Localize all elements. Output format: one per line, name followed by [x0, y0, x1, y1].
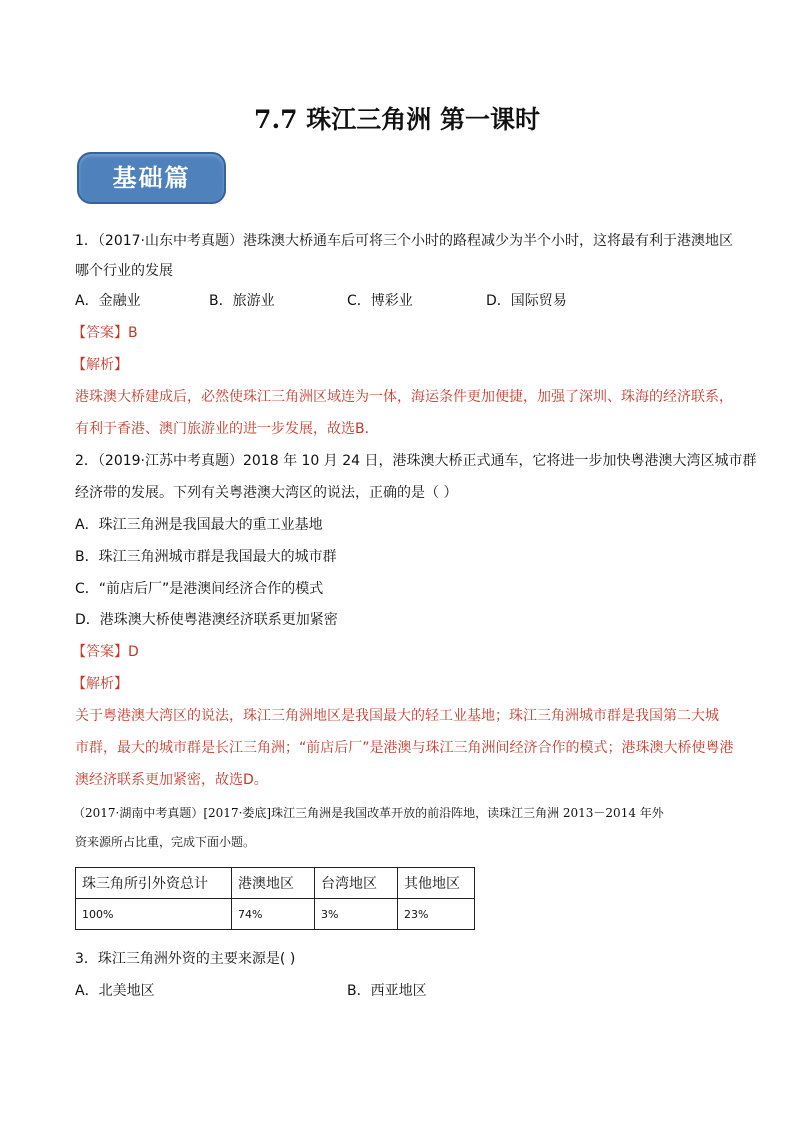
intro-line2: 资来源所占比重，完成下面小题。	[75, 835, 256, 849]
q1-answer-value: B	[128, 325, 138, 341]
table-header-cell: 珠三角所引外资总计	[76, 868, 232, 899]
q2-answer	[72, 643, 139, 661]
q2-analysis-line1: 关于粤港澳大湾区的说法，珠江三角洲地区是我国最大的轻工业基地；珠江三角洲城市群是我国第二大城	[75, 708, 719, 724]
q1-analysis-label-text: 【解析】	[72, 357, 128, 373]
table-cell: 23%	[398, 899, 475, 930]
q2-option-d: D．港珠澳大桥使粤港澳经济联系更加紧密	[75, 612, 338, 628]
q1-option-c: C．博彩业	[347, 293, 413, 309]
q2-answer-label: 【答案】	[72, 644, 128, 660]
foreign-investment-table	[75, 867, 475, 930]
section-badge: 基础篇	[77, 152, 226, 204]
table-cell: 74%	[232, 899, 315, 930]
table-row	[76, 899, 475, 930]
q1-answer-label: 【答案】	[72, 325, 128, 341]
q1-option-b: B．旅游业	[209, 293, 275, 309]
q3-option-b: B．西亚地区	[347, 983, 427, 999]
page-title: 7.7 珠江三角洲 第一课时	[254, 105, 540, 134]
q3-stem: 3．珠江三角洲外资的主要来源是( )	[75, 951, 296, 967]
q2-stem-line1: 2．（2019·江苏中考真题）2018 年 10 月 24 日，港珠澳大桥正式通车，它将进一步加快粤港澳大湾区城市群	[75, 453, 757, 469]
table-cell: 100%	[76, 899, 232, 930]
q3-option-a: A．北美地区	[75, 983, 155, 999]
q2-analysis-line2: 市群，最大的城市群是长江三角洲；“前店后厂”是港澳与珠江三角洲间经济合作的模式；港珠澳大桥使粤港	[75, 740, 734, 756]
q2-answer-value: D	[128, 644, 139, 660]
table-header-cell: 台湾地区	[315, 868, 398, 899]
intro-line1: （2017·湖南中考真题）[2017·娄底]珠江三角洲是我国改革开放的前沿阵地，读珠江三角洲 2013－2014 年外	[73, 806, 664, 820]
table-header-cell: 其他地区	[398, 868, 475, 899]
q2-option-a: A．珠江三角洲是我国最大的重工业基地	[75, 517, 323, 533]
q2-analysis-label-text: 【解析】	[72, 676, 128, 692]
q1-stem-line2: 哪个行业的发展	[75, 263, 173, 279]
q2-analysis-line3: 澳经济联系更加紧密，故选D。	[75, 772, 268, 788]
q1-stem-line1: 1．（2017·山东中考真题）港珠澳大桥通车后可将三个小时的路程减少为半个小时，这将最有利于港澳地区	[75, 233, 733, 249]
q2-analysis-label	[72, 675, 128, 693]
q1-option-a: A．金融业	[75, 293, 141, 309]
q1-analysis-label	[72, 356, 128, 374]
q2-stem-line2: 经济带的发展。下列有关粤港澳大湾区的说法，正确的是（ ）	[75, 485, 458, 501]
table-header-row	[76, 868, 475, 899]
q2-option-b: B．珠江三角洲城市群是我国最大的城市群	[75, 549, 337, 565]
q1-analysis-line1: 港珠澳大桥建成后，必然使珠江三角洲区域连为一体，海运条件更加便捷，加强了深圳、珠海的经济联系，	[75, 389, 733, 405]
q2-option-c: C．“前店后厂”是港澳间经济合作的模式	[75, 581, 324, 597]
table-cell: 3%	[315, 899, 398, 930]
q1-analysis-line2: 有利于香港、澳门旅游业的进一步发展，故选B．	[75, 421, 379, 437]
table-header-cell: 港澳地区	[232, 868, 315, 899]
q1-option-d: D．国际贸易	[486, 293, 567, 309]
q1-answer	[72, 324, 138, 342]
